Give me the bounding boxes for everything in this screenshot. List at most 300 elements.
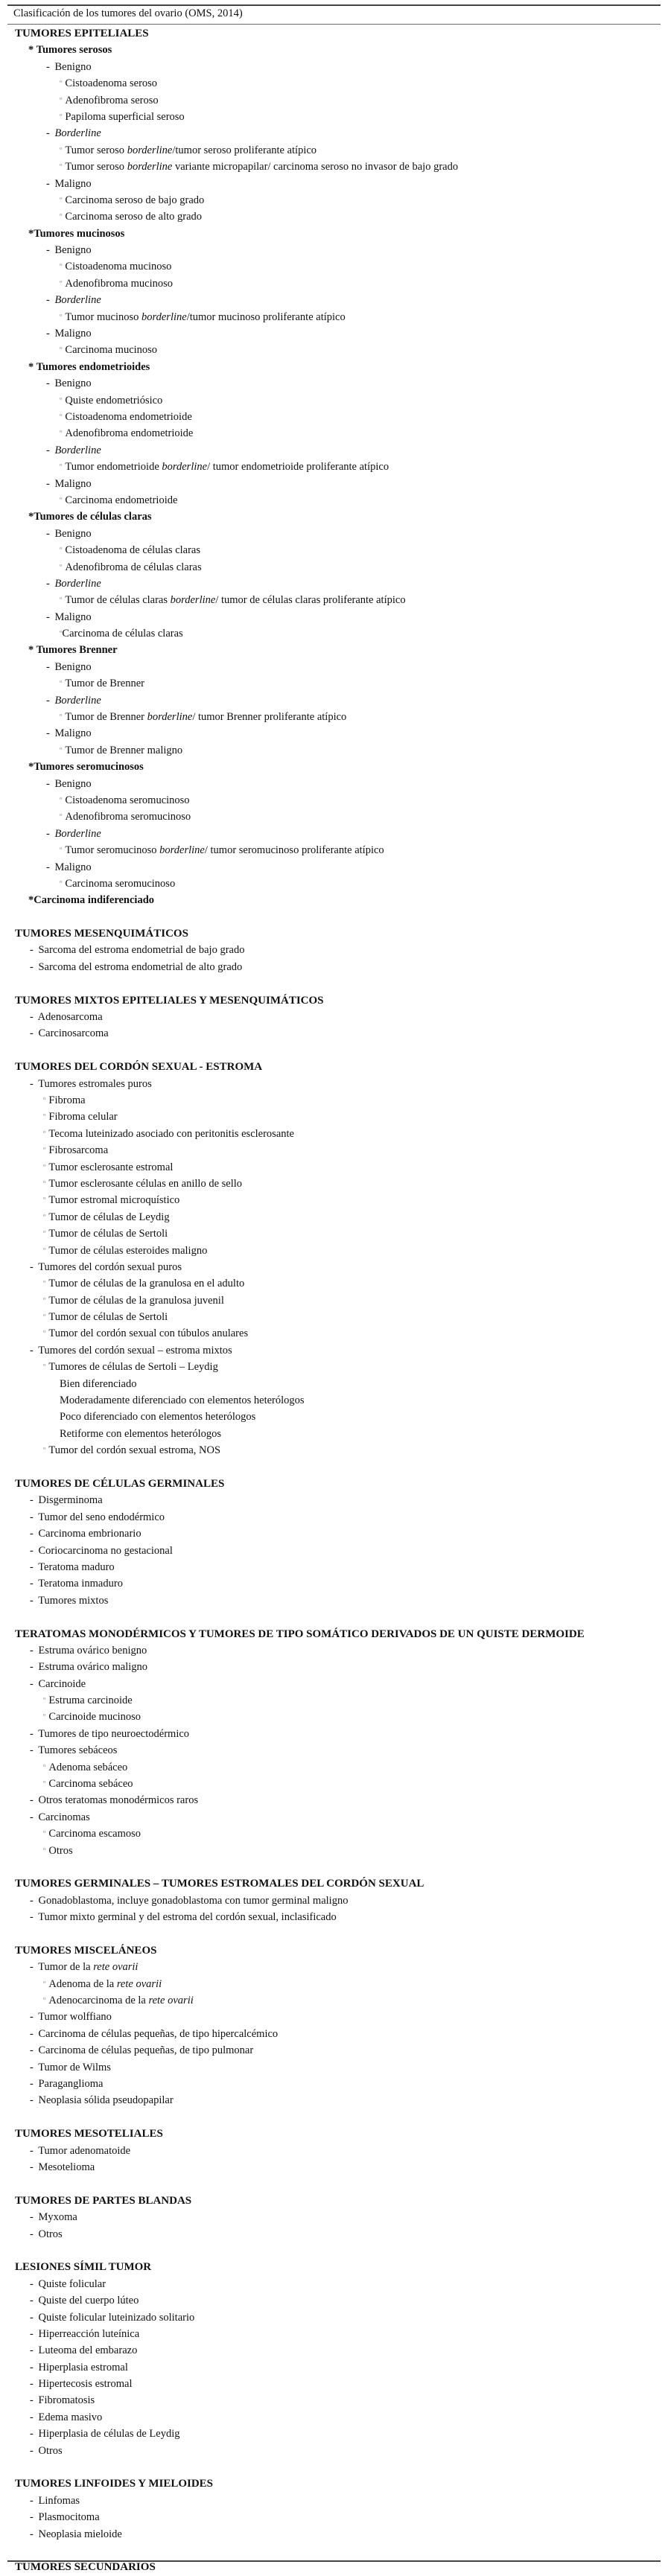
item-text: Fibroma celular	[48, 1111, 118, 1123]
dash-marker: -	[30, 2361, 34, 2373]
item-text: Tumor de células de Sertoli	[48, 1228, 168, 1240]
dash-marker: -	[30, 2277, 34, 2290]
item-text: Plasmocitoma	[35, 2511, 100, 2524]
item-text: Carcinoma embrionario	[35, 1528, 141, 1540]
list-item	[0, 2342, 668, 2359]
list-item	[0, 1359, 668, 1375]
section-spacer	[0, 1926, 668, 1942]
list-item	[0, 176, 668, 192]
list-item	[0, 425, 668, 441]
dash-marker: -	[46, 294, 50, 307]
dash-marker: -	[46, 694, 50, 707]
item-text: TERATOMAS MONODÉRMICOS Y TUMORES DE TIPO SOMÁTICO DERIVADOS DE UN QUISTE DERMOIDE	[15, 1627, 585, 1640]
dash-marker: -	[30, 2444, 34, 2457]
item-text: Carcinoide mucinoso	[48, 1711, 141, 1724]
list-item	[0, 1692, 668, 1709]
list-item	[0, 1325, 668, 1342]
section-spacer	[0, 2459, 668, 2475]
degree-bullet-icon: º	[60, 195, 63, 205]
item-text: Tumores del cordón sexual – estroma mixtos	[35, 1344, 232, 1356]
list-item	[0, 559, 668, 576]
item-text: Tumor del seno endodérmico	[35, 1511, 165, 1523]
section-heading	[0, 1875, 668, 1892]
list-item	[0, 959, 668, 975]
list-item	[0, 2359, 668, 2376]
item-text: Otros	[48, 1844, 73, 1857]
item-text: Tumor de células de Sertoli	[48, 1311, 168, 1324]
list-item	[0, 109, 668, 125]
list-item	[0, 526, 668, 542]
italic-term: rete ovarii	[116, 1977, 162, 1990]
italic-term: borderline	[141, 310, 187, 323]
degree-bullet-icon: º	[60, 795, 63, 805]
list-item	[0, 1575, 668, 1592]
list-item	[0, 1976, 668, 1992]
dash-marker: -	[30, 2344, 34, 2357]
italic-term: borderline	[159, 844, 205, 857]
item-text: Tumor de células esteroides maligno	[48, 1244, 208, 1257]
item-text: Adenocarcinoma de la	[48, 1995, 149, 2007]
item-text: Teratoma inmaduro	[35, 1578, 123, 1590]
list-item	[0, 1442, 668, 1458]
section-spacer	[0, 2109, 668, 2126]
list-item	[0, 208, 668, 225]
dash-marker: -	[30, 2494, 34, 2507]
dash-marker: -	[46, 727, 50, 740]
degree-bullet-icon: º	[60, 262, 63, 272]
italic-term: Borderline	[54, 127, 101, 140]
list-item	[0, 325, 668, 342]
dash-marker: -	[30, 1727, 34, 1740]
list-item	[0, 242, 668, 258]
item-text: Adenofibroma endometrioide	[65, 427, 194, 440]
asterisk-marker: *	[28, 360, 34, 373]
list-item	[0, 776, 668, 792]
item-text: /tumor seroso proliferante atípico	[172, 144, 317, 156]
list-item	[0, 2409, 668, 2426]
list-item	[0, 1726, 668, 1742]
item-text: / tumor endometrioide proliferante atípico	[207, 461, 389, 474]
dash-marker: -	[30, 960, 34, 973]
dash-marker: -	[46, 861, 50, 873]
dash-marker: -	[46, 444, 50, 456]
dash-marker: -	[30, 1894, 34, 1907]
dash-marker: -	[46, 827, 50, 840]
item-text: Carcinoma seroso de alto grado	[65, 211, 203, 223]
degree-bullet-icon: º	[43, 1162, 46, 1172]
item-text: Gonadoblastoma, incluye gonadoblastoma con tumor germinal maligno	[35, 1894, 349, 1907]
dash-marker: -	[30, 2428, 34, 2440]
item-text: Tumores del cordón sexual puros	[35, 1260, 182, 1273]
list-item	[0, 1259, 668, 1275]
item-text: Tumores mucinosos	[34, 227, 125, 240]
list-item	[0, 1525, 668, 1542]
degree-bullet-icon: º	[60, 745, 63, 755]
degree-bullet-icon: º	[60, 312, 63, 322]
item-text: Tumor mucinoso	[65, 310, 142, 323]
list-item	[0, 492, 668, 508]
list-item	[0, 1392, 668, 1409]
asterisk-marker: *	[28, 761, 34, 774]
dash-marker: -	[30, 2327, 34, 2340]
dash-marker: -	[30, 2228, 34, 2240]
item-text: Hiperplasia de células de Leydig	[35, 2428, 180, 2440]
dash-marker: -	[30, 2394, 34, 2407]
degree-bullet-icon: º	[43, 1196, 46, 1205]
dash-marker: -	[30, 1677, 34, 1690]
item-text: Estruma carcinoide	[48, 1695, 133, 1707]
list-item	[0, 1543, 668, 1559]
degree-bullet-icon: º	[43, 1212, 46, 1222]
item-text: Maligno	[51, 328, 92, 340]
degree-bullet-icon: º	[43, 1229, 46, 1239]
degree-bullet-icon: º	[43, 1279, 46, 1289]
dash-marker: -	[30, 1494, 34, 1507]
item-text: TUMORES DE CÉLULAS GERMINALES	[15, 1477, 225, 1490]
item-text: Hiperplasia estromal	[35, 2361, 128, 2373]
degree-bullet-icon: º	[60, 429, 63, 439]
item-text: Fibroma	[48, 1094, 86, 1106]
section-spacer	[0, 1859, 668, 1875]
list-item	[0, 1659, 668, 1675]
dash-marker: -	[30, 1027, 34, 1040]
list-item	[0, 1092, 668, 1109]
list-item	[0, 826, 668, 842]
item-text: Cistoadenoma seroso	[65, 77, 158, 90]
subsection-heading	[0, 42, 668, 58]
item-text: LESIONES SÍMIL TUMOR	[15, 2261, 152, 2274]
italic-term: Borderline	[54, 444, 101, 456]
dash-marker: -	[30, 1661, 34, 1674]
dash-marker: -	[30, 1911, 34, 1924]
list-item	[0, 709, 668, 725]
list-item	[0, 592, 668, 608]
dash-marker: -	[30, 1528, 34, 1540]
dash-marker: -	[30, 1344, 34, 1356]
item-text: Tumor esclerosante estromal	[48, 1161, 174, 1173]
dash-marker: -	[46, 477, 50, 490]
subsection-heading	[0, 359, 668, 375]
item-text: TUMORES MESENQUIMÁTICOS	[15, 928, 188, 940]
item-text: TUMORES GERMINALES – TUMORES ESTROMALES DEL CORDÓN SEXUAL	[15, 1878, 424, 1890]
dash-marker: -	[30, 1544, 34, 1557]
item-text: Tecoma luteinizado asociado con peritonitis esclerosante	[48, 1127, 294, 1140]
list-item	[0, 1676, 668, 1692]
list-item	[0, 2376, 668, 2392]
italic-term: Borderline	[54, 694, 101, 707]
subsection-heading	[0, 642, 668, 658]
list-item	[0, 942, 668, 958]
dash-marker: -	[30, 2027, 34, 2040]
item-text: Tumor adenomatoide	[35, 2144, 131, 2157]
table-bottom-rule	[7, 2560, 661, 2562]
degree-bullet-icon: º	[43, 1979, 46, 1989]
list-item	[0, 876, 668, 892]
list-item	[0, 459, 668, 475]
item-text: Benigno	[51, 777, 92, 790]
list-item	[0, 1126, 668, 1142]
degree-bullet-icon: º	[60, 596, 63, 605]
dash-marker: -	[30, 2061, 34, 2073]
table-top-rule	[7, 4, 661, 6]
item-text: Maligno	[51, 861, 92, 873]
item-text: Disgerminoma	[35, 1494, 103, 1507]
item-text: Carcinoma indiferenciado	[34, 894, 155, 907]
list-item	[0, 1992, 668, 2009]
italic-term: borderline	[127, 144, 173, 156]
italic-term: rete ovarii	[93, 1961, 139, 1974]
item-text: Tumores serosos	[34, 44, 112, 57]
dash-marker: -	[30, 944, 34, 957]
degree-bullet-icon: º	[43, 1829, 46, 1839]
list-item	[0, 275, 668, 292]
asterisk-marker: *	[28, 894, 34, 907]
item-text: Sarcoma del estroma endometrial de alto grado	[35, 960, 243, 973]
degree-bullet-icon: º	[43, 1096, 46, 1105]
dash-marker: -	[46, 328, 50, 340]
list-item	[0, 92, 668, 109]
list-item	[0, 1309, 668, 1325]
item-text: Adenofibroma de células claras	[65, 561, 202, 573]
item-text: Tumor wolffiano	[35, 2011, 112, 2024]
item-text: Maligno	[51, 727, 92, 740]
degree-bullet-icon: º	[43, 1329, 46, 1339]
degree-bullet-icon: º	[60, 679, 63, 689]
item-text: Tumor de células de Leydig	[48, 1211, 170, 1223]
list-item	[0, 1109, 668, 1125]
dash-marker: -	[30, 2161, 34, 2173]
subsection-heading	[0, 226, 668, 242]
dash-marker: -	[30, 2078, 34, 2091]
degree-bullet-icon: º	[43, 1996, 46, 2006]
item-text: Tumor seroso	[65, 144, 127, 156]
dash-marker: -	[30, 1961, 34, 1974]
list-item	[0, 1176, 668, 1192]
list-item	[0, 1009, 668, 1025]
degree-bullet-icon: º	[60, 629, 63, 639]
list-item	[0, 542, 668, 558]
section-heading	[0, 2475, 668, 2492]
list-item	[0, 2309, 668, 2326]
dash-marker: -	[30, 2311, 34, 2324]
list-item	[0, 809, 668, 825]
item-text: Tumores de células claras	[34, 511, 152, 523]
item-text: Maligno	[51, 177, 92, 190]
list-item	[0, 1159, 668, 1176]
list-item	[0, 1893, 668, 1909]
item-text: Tumor de Brenner maligno	[65, 744, 183, 756]
degree-bullet-icon: º	[60, 395, 63, 405]
item-text: Neoplasia mieloide	[35, 2528, 122, 2540]
item-text: Estruma ovárico maligno	[35, 1661, 148, 1674]
list-item	[0, 625, 668, 642]
list-item	[0, 2042, 668, 2059]
degree-bullet-icon: º	[43, 1362, 46, 1372]
section-heading	[0, 992, 668, 1009]
item-text: Hipertecosis estromal	[35, 2378, 133, 2391]
asterisk-marker: *	[28, 44, 34, 57]
item-text: Adenoma de la	[48, 1977, 117, 1990]
dash-marker: -	[30, 1560, 34, 1573]
list-item	[0, 2143, 668, 2159]
section-spacer	[0, 2175, 668, 2192]
item-text: Otros	[35, 2444, 63, 2457]
item-text: Cistoadenoma endometrioide	[65, 410, 192, 423]
list-item	[0, 1376, 668, 1392]
list-item	[0, 2392, 668, 2408]
item-text: Quiste del cuerpo lúteo	[35, 2295, 139, 2307]
subsection-heading	[0, 759, 668, 775]
list-item	[0, 442, 668, 459]
dash-marker: -	[30, 2094, 34, 2107]
dash-marker: -	[30, 1744, 34, 1757]
item-text: Bien diferenciado	[60, 1377, 137, 1390]
italic-term: Borderline	[54, 294, 101, 307]
list-item	[0, 1492, 668, 1508]
dash-marker: -	[30, 1644, 34, 1657]
degree-bullet-icon: º	[60, 879, 63, 888]
item-text: Fibrosarcoma	[48, 1144, 109, 1157]
item-text: Estruma ovárico benigno	[35, 1644, 147, 1657]
item-text: Maligno	[51, 477, 92, 490]
list-item	[0, 2292, 668, 2309]
item-text: Neoplasia sólida pseudopapilar	[35, 2094, 174, 2107]
item-text: Tumores seromucinosos	[34, 761, 144, 774]
item-text: Otros teratomas monodérmicos raros	[35, 1794, 199, 1807]
item-text: Carcinoma escamoso	[48, 1828, 141, 1840]
item-text: Cistoadenoma de células claras	[65, 544, 201, 557]
list-item	[0, 1275, 668, 1292]
dash-marker: -	[46, 244, 50, 257]
item-text: TUMORES EPITELIALES	[15, 28, 149, 39]
list-item	[0, 1642, 668, 1659]
degree-bullet-icon: º	[43, 1696, 46, 1706]
section-spacer	[0, 2242, 668, 2259]
item-text: Moderadamente diferenciado con elementos heterólogos	[60, 1394, 305, 1407]
item-text: Retiforme con elementos heterólogos	[60, 1427, 222, 1440]
dash-marker: -	[46, 777, 50, 790]
item-text: Tumor endometrioide	[65, 461, 162, 474]
dash-marker: -	[30, 1794, 34, 1807]
item-text: Adenosarcoma	[35, 1011, 103, 1024]
dash-marker: -	[46, 60, 50, 73]
degree-bullet-icon: º	[43, 1112, 46, 1122]
item-text: Tumores endometrioides	[34, 360, 150, 373]
subsection-heading	[0, 508, 668, 525]
item-text: TUMORES DE PARTES BLANDAS	[15, 2194, 192, 2207]
list-item	[0, 2493, 668, 2509]
dash-marker: -	[46, 610, 50, 623]
list-item	[0, 1776, 668, 1792]
degree-bullet-icon: º	[60, 95, 63, 105]
item-text: Cistoadenoma seromucinoso	[65, 794, 190, 806]
degree-bullet-icon: º	[60, 812, 63, 822]
item-text: / tumor de células claras proliferante atípico	[215, 594, 406, 607]
degree-bullet-icon: º	[60, 562, 63, 572]
degree-bullet-icon: º	[43, 1179, 46, 1188]
item-text: Carcinoma de células pequeñas, de tipo hipercalcémico	[35, 2027, 279, 2040]
section-spacer	[0, 2542, 668, 2559]
section-heading	[0, 25, 668, 42]
item-text: TUMORES MIXTOS EPITELIALES Y MESENQUIMÁTICOS	[15, 994, 324, 1007]
dash-marker: -	[46, 660, 50, 673]
item-text: Quiste folicular	[35, 2277, 106, 2290]
dash-marker: -	[30, 1011, 34, 1024]
item-text: Myxoma	[35, 2211, 77, 2224]
item-text: Tumor seroso	[65, 161, 127, 173]
degree-bullet-icon: º	[60, 712, 63, 722]
italic-term: rete ovarii	[148, 1995, 194, 2007]
list-item	[0, 2076, 668, 2092]
item-text: Benigno	[51, 527, 92, 540]
item-text: Tumor de células claras	[65, 594, 171, 607]
item-text: Benigno	[51, 377, 92, 390]
item-text: Tumor del cordón sexual con túbulos anulares	[48, 1327, 249, 1340]
item-text: Tumor seromucinoso	[65, 844, 160, 857]
degree-bullet-icon: º	[60, 278, 63, 288]
item-text: Poco diferenciado con elementos heterólogos	[60, 1411, 256, 1424]
degree-bullet-icon: º	[43, 1846, 46, 1855]
list-item	[0, 1559, 668, 1575]
list-item	[0, 842, 668, 858]
item-text: Paraganglioma	[35, 2078, 104, 2091]
list-item	[0, 1509, 668, 1525]
list-item	[0, 309, 668, 325]
item-text: Tumores Brenner	[34, 644, 118, 657]
item-text: TUMORES DEL CORDÓN SEXUAL - ESTROMA	[15, 1061, 263, 1074]
item-text: Maligno	[51, 610, 92, 623]
degree-bullet-icon: º	[60, 345, 63, 355]
item-text: variante micropapilar/ carcinoma seroso no invasor de bajo grado	[172, 161, 459, 173]
dash-marker: -	[30, 1578, 34, 1590]
list-item	[0, 792, 668, 809]
item-text: Fibromatosis	[35, 2394, 95, 2407]
list-item	[0, 1792, 668, 1808]
list-item	[0, 1142, 668, 1158]
list-item	[0, 2059, 668, 2076]
section-heading	[0, 1626, 668, 1642]
list-item	[0, 859, 668, 876]
list-item	[0, 392, 668, 409]
item-text: Carcinoma sebáceo	[48, 1778, 133, 1791]
section-heading	[0, 2126, 668, 2142]
list-item	[0, 609, 668, 625]
item-text: Papiloma superficial seroso	[65, 110, 185, 123]
list-item	[0, 476, 668, 492]
degree-bullet-icon: º	[60, 145, 63, 155]
dash-marker: -	[46, 577, 50, 590]
item-text: Luteoma del embarazo	[35, 2344, 138, 2357]
degree-bullet-icon: º	[43, 1313, 46, 1322]
degree-bullet-icon: º	[43, 1779, 46, 1789]
table-caption: Clasificación de los tumores del ovario (OMS, 2014)	[13, 7, 243, 19]
item-text: Tumor de Brenner	[65, 678, 145, 690]
item-text: Benigno	[51, 660, 92, 673]
section-heading	[0, 1059, 668, 1075]
list-item	[0, 1192, 668, 1208]
item-text: Adenofibroma seromucinoso	[65, 811, 191, 823]
item-text: Otros	[35, 2228, 63, 2240]
asterisk-marker: *	[28, 227, 34, 240]
list-item	[0, 1225, 668, 1242]
item-text: Tumor de la	[35, 1961, 94, 1974]
item-text: Tumores de tipo neuroectodérmico	[35, 1727, 190, 1740]
list-item	[0, 125, 668, 141]
degree-bullet-icon: º	[43, 1712, 46, 1722]
item-text: Tumor de células de la granulosa juvenil	[48, 1294, 224, 1307]
list-item	[0, 2276, 668, 2292]
classification-list	[0, 25, 668, 2576]
